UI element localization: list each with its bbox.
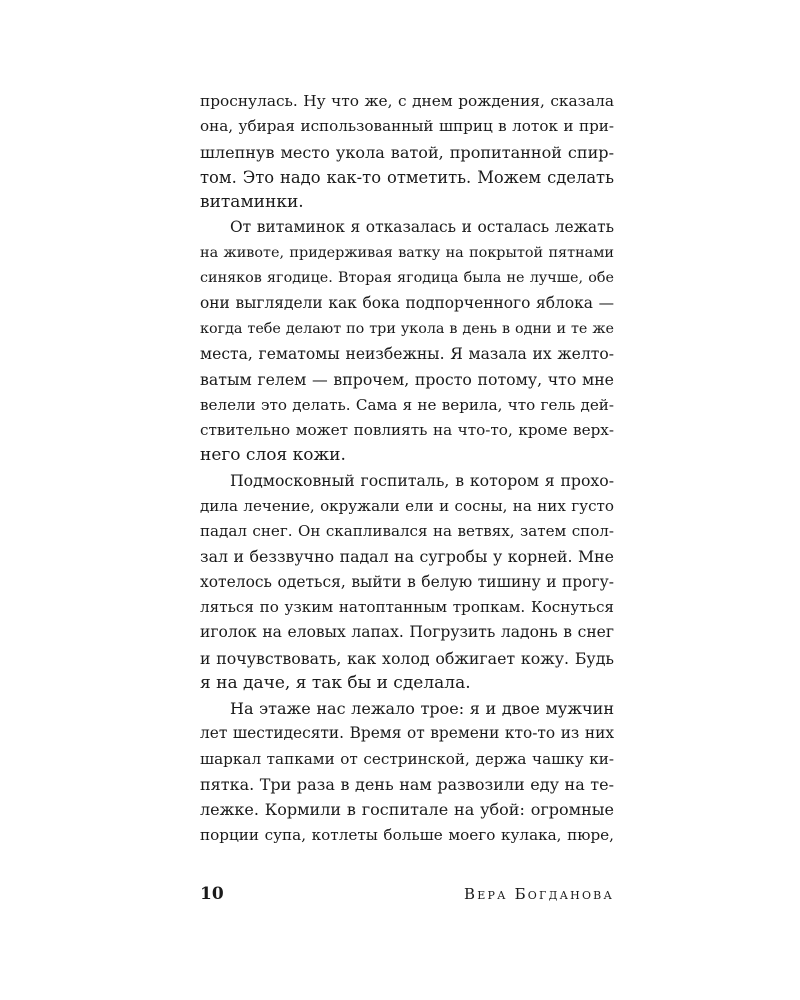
text-line: когда тебе делают по три укола в день в одни и те же	[200, 320, 614, 337]
text-line: на животе, придерживая ватку на покрытой пятнами	[200, 244, 614, 261]
running-head-author: Вера Богданова	[464, 885, 614, 903]
text-line: него слоя кожи.	[200, 445, 346, 466]
text-line: витаминки.	[200, 192, 304, 213]
text-line: шаркал тапками от сестринской, держа чашку ки-	[200, 749, 614, 768]
text-line: велели это делать. Сама я не верила, что гель дей-	[200, 395, 614, 414]
text-line: На этаже нас лежало трое: я и двое мужчин	[230, 699, 614, 719]
text-line: я на даче, я так бы и сделала.	[200, 672, 471, 693]
text-line: места, гематомы неизбежны. Я мазала их желто-	[200, 344, 614, 363]
body-text	[200, 89, 614, 848]
text-line: синяков ягодице. Вторая ягодица была не лучше, обе	[200, 270, 614, 287]
text-line: том. Это надо как-то отметить. Можем сделать	[200, 167, 614, 187]
text-line: ствительно может повлиять на что-то, кроме верх-	[200, 420, 614, 439]
text-line: дила лечение, окружали ели и сосны, на них густо	[200, 496, 614, 515]
page-footer	[200, 882, 614, 906]
text-line: От витаминок я отказалась и осталась лежать	[230, 218, 614, 237]
text-line: ватым гелем — впрочем, просто потому, что мне	[200, 370, 614, 390]
text-line: шлепнув место укола ватой, пропитанной спир-	[200, 142, 614, 162]
text-line: зал и беззвучно падал на сугробы у корней. Мне	[200, 547, 614, 567]
page-number: 10	[200, 884, 224, 904]
text-line: проснулась. Ну что же, с днем рождения, сказала	[200, 92, 614, 110]
text-line: ляться по узким натоптанным тропкам. Коснуться	[200, 597, 614, 616]
text-line: порции супа, котлеты больше моего кулака, пюре,	[200, 825, 614, 844]
text-line: пятка. Три раза в день нам развозили еду на те-	[200, 775, 614, 795]
text-line: она, убирая использованный шприц в лоток и при-	[200, 117, 614, 136]
text-line: иголок на еловых лапах. Погрузить ладонь в снег	[200, 623, 614, 642]
text-line: лет шестидесяти. Время от времени кто-то из них	[200, 724, 614, 743]
text-line: они выглядели как бока подпорченного яблока —	[200, 294, 614, 313]
text-line: хотелось одеться, выйти в белую тишину и прогу-	[200, 572, 614, 591]
text-line: Подмосковный госпиталь, в котором я прохо-	[230, 471, 614, 491]
text-line: лежке. Кормили в госпитале на убой: огромные	[200, 800, 614, 820]
text-line: падал снег. Он скапливался на ветвях, затем спол-	[200, 522, 614, 541]
text-line: и почувствовать, как холод обжигает кожу. Будь	[200, 648, 614, 668]
